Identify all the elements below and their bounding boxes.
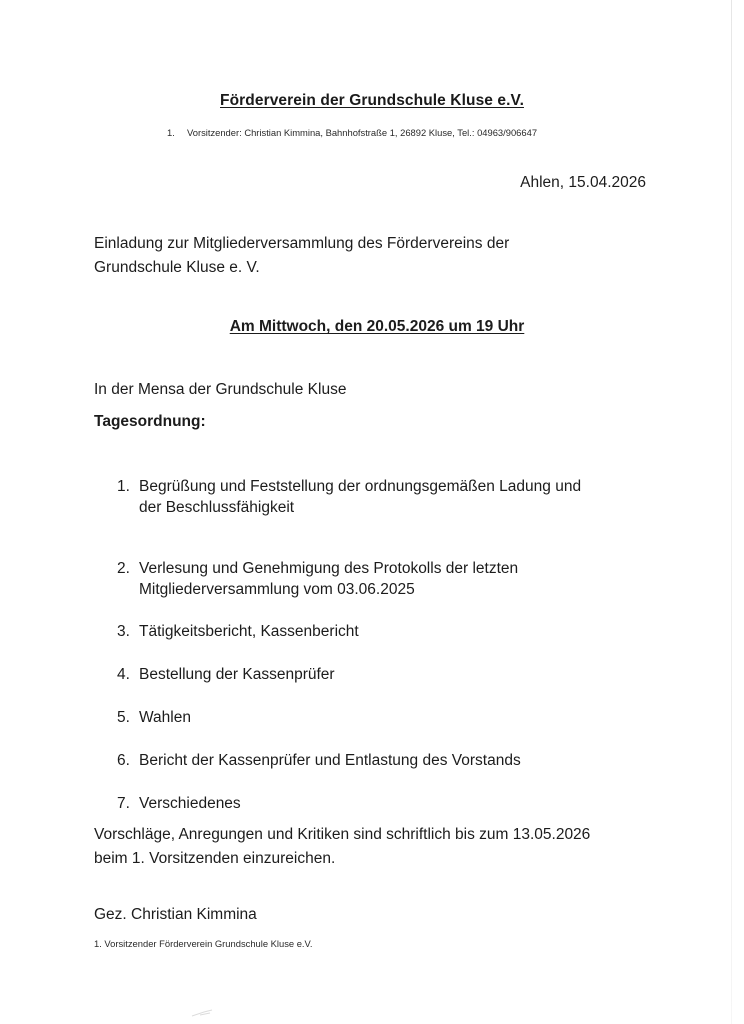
agenda-item-2 xyxy=(117,558,677,600)
agenda-item-number: 2. xyxy=(117,560,130,577)
invitation-line-2: Grundschule Kluse e. V. xyxy=(94,259,260,276)
agenda-item-text: Tätigkeitsbericht, Kassenbericht xyxy=(139,623,359,640)
agenda-item-4 xyxy=(117,664,677,685)
invitation-text xyxy=(94,232,654,280)
scan-edge-line xyxy=(731,0,732,1024)
agenda-item-number: 7. xyxy=(117,795,130,812)
letterhead-title: Förderverein der Grundschule Kluse e.V. xyxy=(220,92,524,109)
letterhead-subtitle-number: 1. xyxy=(167,127,175,138)
meeting-location: In der Mensa der Grundschule Kluse xyxy=(94,381,347,398)
closing-line-2: beim 1. Vorsitzenden einzureichen. xyxy=(94,850,336,867)
signature-name: Gez. Christian Kimmina xyxy=(94,906,257,923)
agenda-item-text: Bericht der Kassenprüfer und Entlastung des Vorstands xyxy=(139,752,521,769)
agenda-item-5 xyxy=(117,707,677,728)
agenda-item-6 xyxy=(117,750,677,771)
agenda-item-number: 4. xyxy=(117,666,130,683)
scan-scribble-mark xyxy=(190,1006,230,1018)
agenda-item-text: Begrüßung und Feststellung der ordnungsgemäßen Ladung und der Beschlussfähigkeit xyxy=(139,478,582,516)
meeting-datetime: Am Mittwoch, den 20.05.2026 um 19 Uhr xyxy=(229,318,525,335)
agenda-item-1 xyxy=(117,476,677,518)
agenda-item-number: 3. xyxy=(117,623,130,640)
agenda-item-text: Bestellung der Kassenprüfer xyxy=(139,666,335,683)
agenda-item-text: Verlesung und Genehmigung des Protokolls der letzten Mitgliederversammlung vom 03.06.2025 xyxy=(139,560,519,598)
agenda-item-number: 6. xyxy=(117,752,130,769)
signature-role: 1. Vorsitzender Förderverein Grundschule Kluse e.V. xyxy=(94,938,313,949)
closing-line-1: Vorschläge, Anregungen und Kritiken sind schriftlich bis zum 13.05.2026 xyxy=(94,826,591,843)
agenda-item-number: 5. xyxy=(117,709,130,726)
place-date: Ahlen, 15.04.2026 xyxy=(520,174,646,191)
agenda-item-7 xyxy=(117,793,677,814)
letterhead-subtitle xyxy=(167,127,537,138)
agenda-title: Tagesordnung: xyxy=(94,413,206,430)
closing-note xyxy=(94,823,674,871)
agenda-item-text: Wahlen xyxy=(139,709,191,726)
agenda-item-text: Verschiedenes xyxy=(139,795,241,812)
agenda-item-3 xyxy=(117,621,677,642)
agenda-item-number: 1. xyxy=(117,478,130,495)
invitation-line-1: Einladung zur Mitgliederversammlung des Fördervereins der xyxy=(94,235,510,252)
letterhead-subtitle-text: Vorsitzender: Christian Kimmina, Bahnhofstraße 1, 26892 Kluse, Tel.: 04963/906647 xyxy=(187,127,538,138)
